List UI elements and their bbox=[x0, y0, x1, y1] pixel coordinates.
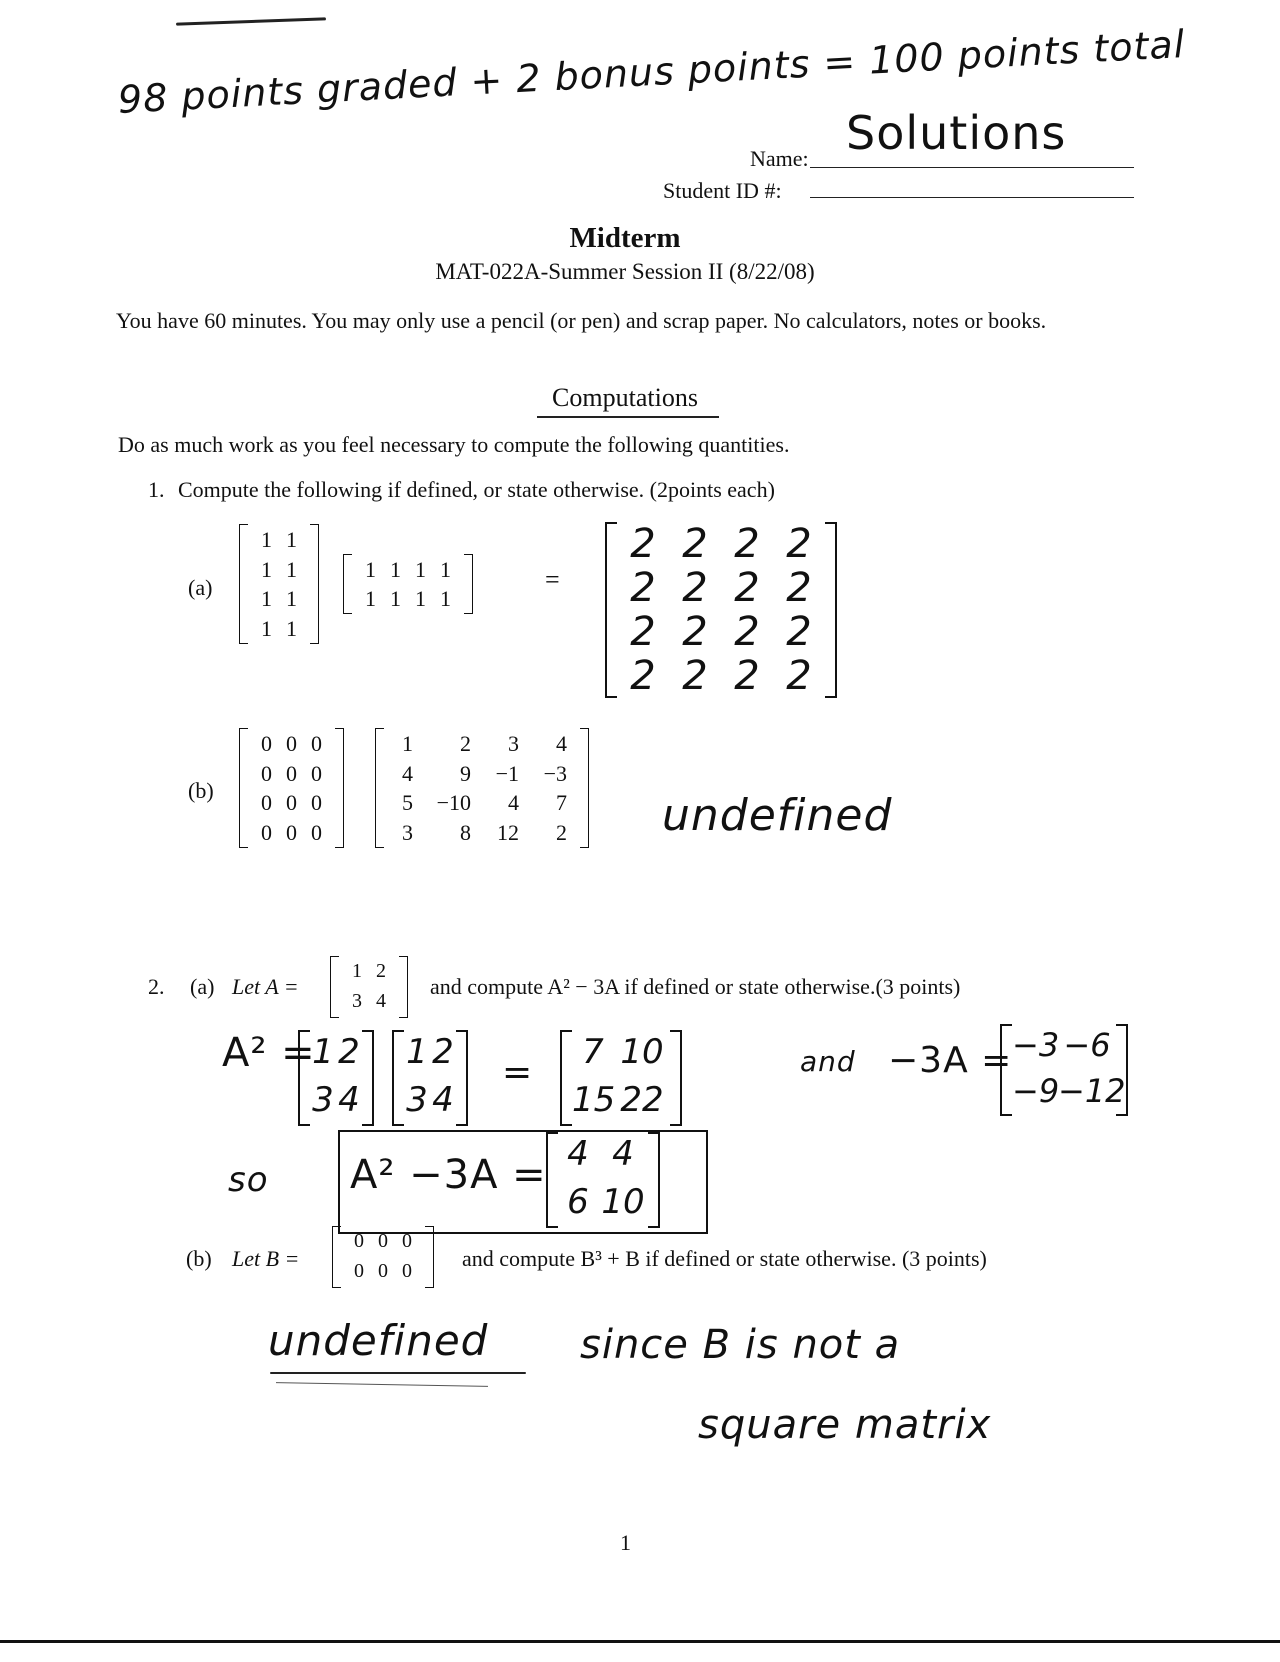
q1a-right-cell: 1 bbox=[365, 557, 376, 582]
q1a-answer-matrix bbox=[605, 522, 837, 698]
q2a-result-cell: 6 bbox=[567, 1182, 589, 1222]
exam-title: Midterm bbox=[569, 222, 681, 254]
q1a-left-cell: 1 bbox=[286, 527, 297, 552]
q2a-product-cell: 22 bbox=[620, 1080, 664, 1120]
q1-prompt: Compute the following if defined, or state otherwise. (2points each) bbox=[178, 477, 775, 502]
q2a-matrix-cell: 4 bbox=[376, 990, 386, 1012]
q1b-right-cell: 4 bbox=[508, 790, 519, 815]
q1a-left-cell: 1 bbox=[286, 615, 297, 641]
section-title: Computations bbox=[552, 383, 698, 412]
q1b-left-cell: 0 bbox=[311, 760, 322, 786]
q2a-neg3a-cell: −12 bbox=[1058, 1072, 1126, 1110]
q1a-left-cell: 1 bbox=[286, 586, 297, 611]
q2a-product-matrix bbox=[560, 1030, 682, 1126]
q1a-answer-cell: 2 bbox=[682, 565, 708, 611]
q1b-right-cell: 8 bbox=[460, 819, 471, 845]
q1a-answer-cell: 2 bbox=[630, 521, 656, 567]
q2a-a2-label: A² = bbox=[222, 1030, 316, 1076]
q1b-right-cell: 1 bbox=[402, 731, 413, 756]
q2a-factor2-cell: 2 bbox=[432, 1032, 454, 1072]
q2a-factor1-cell: 2 bbox=[338, 1032, 360, 1072]
q2a-label: (a) bbox=[190, 974, 215, 999]
q1b-left-cell: 0 bbox=[286, 760, 297, 786]
section-intro: Do as much work as you feel necessary to compute the following quantities. bbox=[118, 432, 790, 457]
q1b-left-cell: 0 bbox=[261, 819, 272, 845]
q2a-neg3a-cell: −3 bbox=[1012, 1026, 1060, 1064]
q1a-answer-cell: 2 bbox=[682, 609, 708, 655]
q1b-left-cell: 0 bbox=[311, 731, 322, 756]
name-label: Name: bbox=[750, 146, 809, 171]
q1a-equals: = bbox=[545, 565, 560, 594]
q1b-right-cell: 9 bbox=[460, 760, 471, 786]
q2a-result-cell: 4 bbox=[612, 1134, 634, 1174]
q2b-underline-1 bbox=[270, 1372, 526, 1374]
q1b-right-cell: 4 bbox=[402, 760, 413, 786]
q1a-label: (a) bbox=[188, 575, 213, 600]
student-id-underline bbox=[810, 197, 1134, 198]
name-handwritten-value: Solutions bbox=[846, 106, 1067, 160]
q1b-right-cell: 3 bbox=[402, 819, 413, 845]
q2b-prompt: and compute B³ + B if defined or state otherwise. (3 points) bbox=[462, 1246, 987, 1271]
q1a-answer-cell: 2 bbox=[734, 565, 760, 611]
q1b-right-cell: 7 bbox=[556, 790, 567, 815]
q1b-left-cell: 0 bbox=[286, 731, 297, 756]
q1a-answer-cell: 2 bbox=[734, 521, 760, 567]
q1a-left-cell: 1 bbox=[261, 527, 272, 552]
q2a-product-cell: 15 bbox=[572, 1080, 616, 1120]
q2a-matrix-a bbox=[330, 956, 408, 1018]
q1b-label: (b) bbox=[188, 778, 214, 803]
q1a-answer-cell: 2 bbox=[786, 521, 812, 567]
q1a-left-matrix bbox=[239, 524, 319, 644]
q2a-result-cell: 10 bbox=[601, 1182, 645, 1222]
q2b-matrix-cell: 0 bbox=[378, 1230, 388, 1252]
q1a-answer-cell: 2 bbox=[630, 565, 656, 611]
bottom-rule bbox=[0, 1640, 1280, 1643]
q2a-matrix-cell: 1 bbox=[352, 960, 362, 982]
q2a-result-label: A² −3A = bbox=[350, 1152, 547, 1198]
q2a-let: Let A = bbox=[232, 974, 299, 999]
q2b-matrix-cell: 0 bbox=[402, 1260, 412, 1282]
q1a-right-cell: 1 bbox=[440, 557, 451, 582]
q1a-right-cell: 1 bbox=[415, 586, 426, 611]
q2a-work-equals: = bbox=[502, 1052, 534, 1093]
q1b-left-cell: 0 bbox=[261, 731, 272, 756]
q1b-right-cell: 12 bbox=[497, 819, 519, 845]
q2b-handwritten-reason-1: since B is not a bbox=[580, 1322, 901, 1368]
instructions: You have 60 minutes. You may only use a pencil (or pen) and scrap paper. No calculators, notes or books. bbox=[116, 308, 1047, 333]
q1a-right-cell: 1 bbox=[390, 557, 401, 582]
q2a-factor-1 bbox=[298, 1030, 374, 1126]
q2a-factor2-cell: 1 bbox=[406, 1032, 428, 1072]
q2a-result-matrix bbox=[546, 1132, 660, 1228]
section-title-underline bbox=[537, 416, 719, 418]
q1b-right-cell: −3 bbox=[543, 760, 567, 786]
q1b-left-matrix bbox=[239, 728, 344, 848]
q2a-factor2-cell: 4 bbox=[432, 1080, 454, 1120]
q1a-left-cell: 1 bbox=[261, 556, 272, 582]
q1a-answer-cell: 2 bbox=[682, 521, 708, 567]
stray-mark bbox=[176, 17, 326, 25]
q2b-underline-2 bbox=[276, 1382, 488, 1387]
q1a-right-cell: 1 bbox=[390, 586, 401, 611]
q1b-left-cell: 0 bbox=[261, 790, 272, 815]
q1a-answer-cell: 2 bbox=[786, 565, 812, 611]
q2b-let: Let B = bbox=[232, 1246, 300, 1271]
q1a-left-cell: 1 bbox=[261, 615, 272, 641]
q2a-neg3a-cell: −6 bbox=[1063, 1026, 1111, 1064]
q2b-handwritten-reason-2: square matrix bbox=[698, 1402, 992, 1448]
q1b-left-cell: 0 bbox=[286, 819, 297, 845]
q2b-matrix-cell: 0 bbox=[402, 1230, 412, 1252]
q1a-answer-cell: 2 bbox=[630, 653, 656, 699]
q2a-product-cell: 7 bbox=[582, 1032, 604, 1072]
q1b-left-cell: 0 bbox=[286, 790, 297, 815]
q2a-result-cell: 4 bbox=[567, 1134, 589, 1174]
q1a-right-cell: 1 bbox=[440, 586, 451, 611]
q2a-and-label: and bbox=[800, 1045, 856, 1078]
q2b-matrix-cell: 0 bbox=[354, 1230, 364, 1252]
q1a-right-cell: 1 bbox=[365, 586, 376, 611]
q1b-handwritten-answer: undefined bbox=[662, 790, 893, 841]
q2a-neg3a-cell: −9 bbox=[1012, 1072, 1060, 1110]
q1b-right-matrix bbox=[375, 728, 589, 848]
exam-subtitle: MAT-022A-Summer Session II (8/22/08) bbox=[435, 259, 815, 284]
q1a-right-matrix bbox=[343, 554, 473, 614]
q2b-label: (b) bbox=[186, 1246, 212, 1271]
q2a-prompt: and compute A² − 3A if defined or state otherwise.(3 points) bbox=[430, 974, 961, 999]
q1b-left-cell: 0 bbox=[311, 790, 322, 815]
q1a-right-cell: 1 bbox=[415, 557, 426, 582]
q1-number: 1. bbox=[148, 477, 165, 502]
q2a-product-cell: 10 bbox=[620, 1032, 664, 1072]
q1a-left-cell: 1 bbox=[286, 556, 297, 582]
q1b-right-cell: 4 bbox=[556, 731, 567, 756]
q1b-right-cell: 2 bbox=[460, 731, 471, 756]
q2-number: 2. bbox=[148, 974, 165, 999]
name-underline bbox=[810, 167, 1134, 168]
q2a-neg3a-matrix bbox=[1000, 1024, 1128, 1116]
q2a-matrix-cell: 3 bbox=[352, 990, 362, 1012]
handwritten-score-note: 98 points graded + 2 bonus points = 100 points total bbox=[116, 22, 1187, 122]
q1a-answer-cell: 2 bbox=[786, 653, 812, 699]
q1b-left-cell: 0 bbox=[311, 819, 322, 845]
q1a-answer-cell: 2 bbox=[734, 653, 760, 699]
q1a-answer-cell: 2 bbox=[734, 609, 760, 655]
q2a-factor-2 bbox=[392, 1030, 468, 1126]
q2b-matrix-b bbox=[332, 1226, 434, 1288]
q1b-left-cell: 0 bbox=[261, 760, 272, 786]
q2a-factor1-cell: 1 bbox=[312, 1032, 334, 1072]
page-number: 1 bbox=[620, 1530, 631, 1555]
q2a-matrix-cell: 2 bbox=[376, 960, 386, 982]
q1a-answer-cell: 2 bbox=[786, 609, 812, 655]
q2a-so-label: so bbox=[228, 1160, 269, 1200]
q2b-matrix-cell: 0 bbox=[378, 1260, 388, 1282]
q1b-right-cell: 3 bbox=[508, 731, 519, 756]
q2a-factor1-cell: 3 bbox=[312, 1080, 334, 1120]
q1b-right-cell: 5 bbox=[402, 790, 413, 815]
q2b-matrix-cell: 0 bbox=[354, 1260, 364, 1282]
q2a-factor2-cell: 3 bbox=[406, 1080, 428, 1120]
q1a-answer-cell: 2 bbox=[630, 609, 656, 655]
q1a-answer-cell: 2 bbox=[682, 653, 708, 699]
q1b-right-cell: −10 bbox=[436, 790, 471, 815]
q1b-right-cell: 2 bbox=[556, 819, 567, 845]
student-id-label: Student ID #: bbox=[663, 178, 782, 203]
q2a-factor1-cell: 4 bbox=[338, 1080, 360, 1120]
q1a-left-cell: 1 bbox=[261, 586, 272, 611]
q1b-right-cell: −1 bbox=[495, 760, 519, 786]
q2a-neg3a-label: −3A = bbox=[888, 1040, 1013, 1081]
q2b-handwritten-undefined: undefined bbox=[268, 1316, 489, 1365]
